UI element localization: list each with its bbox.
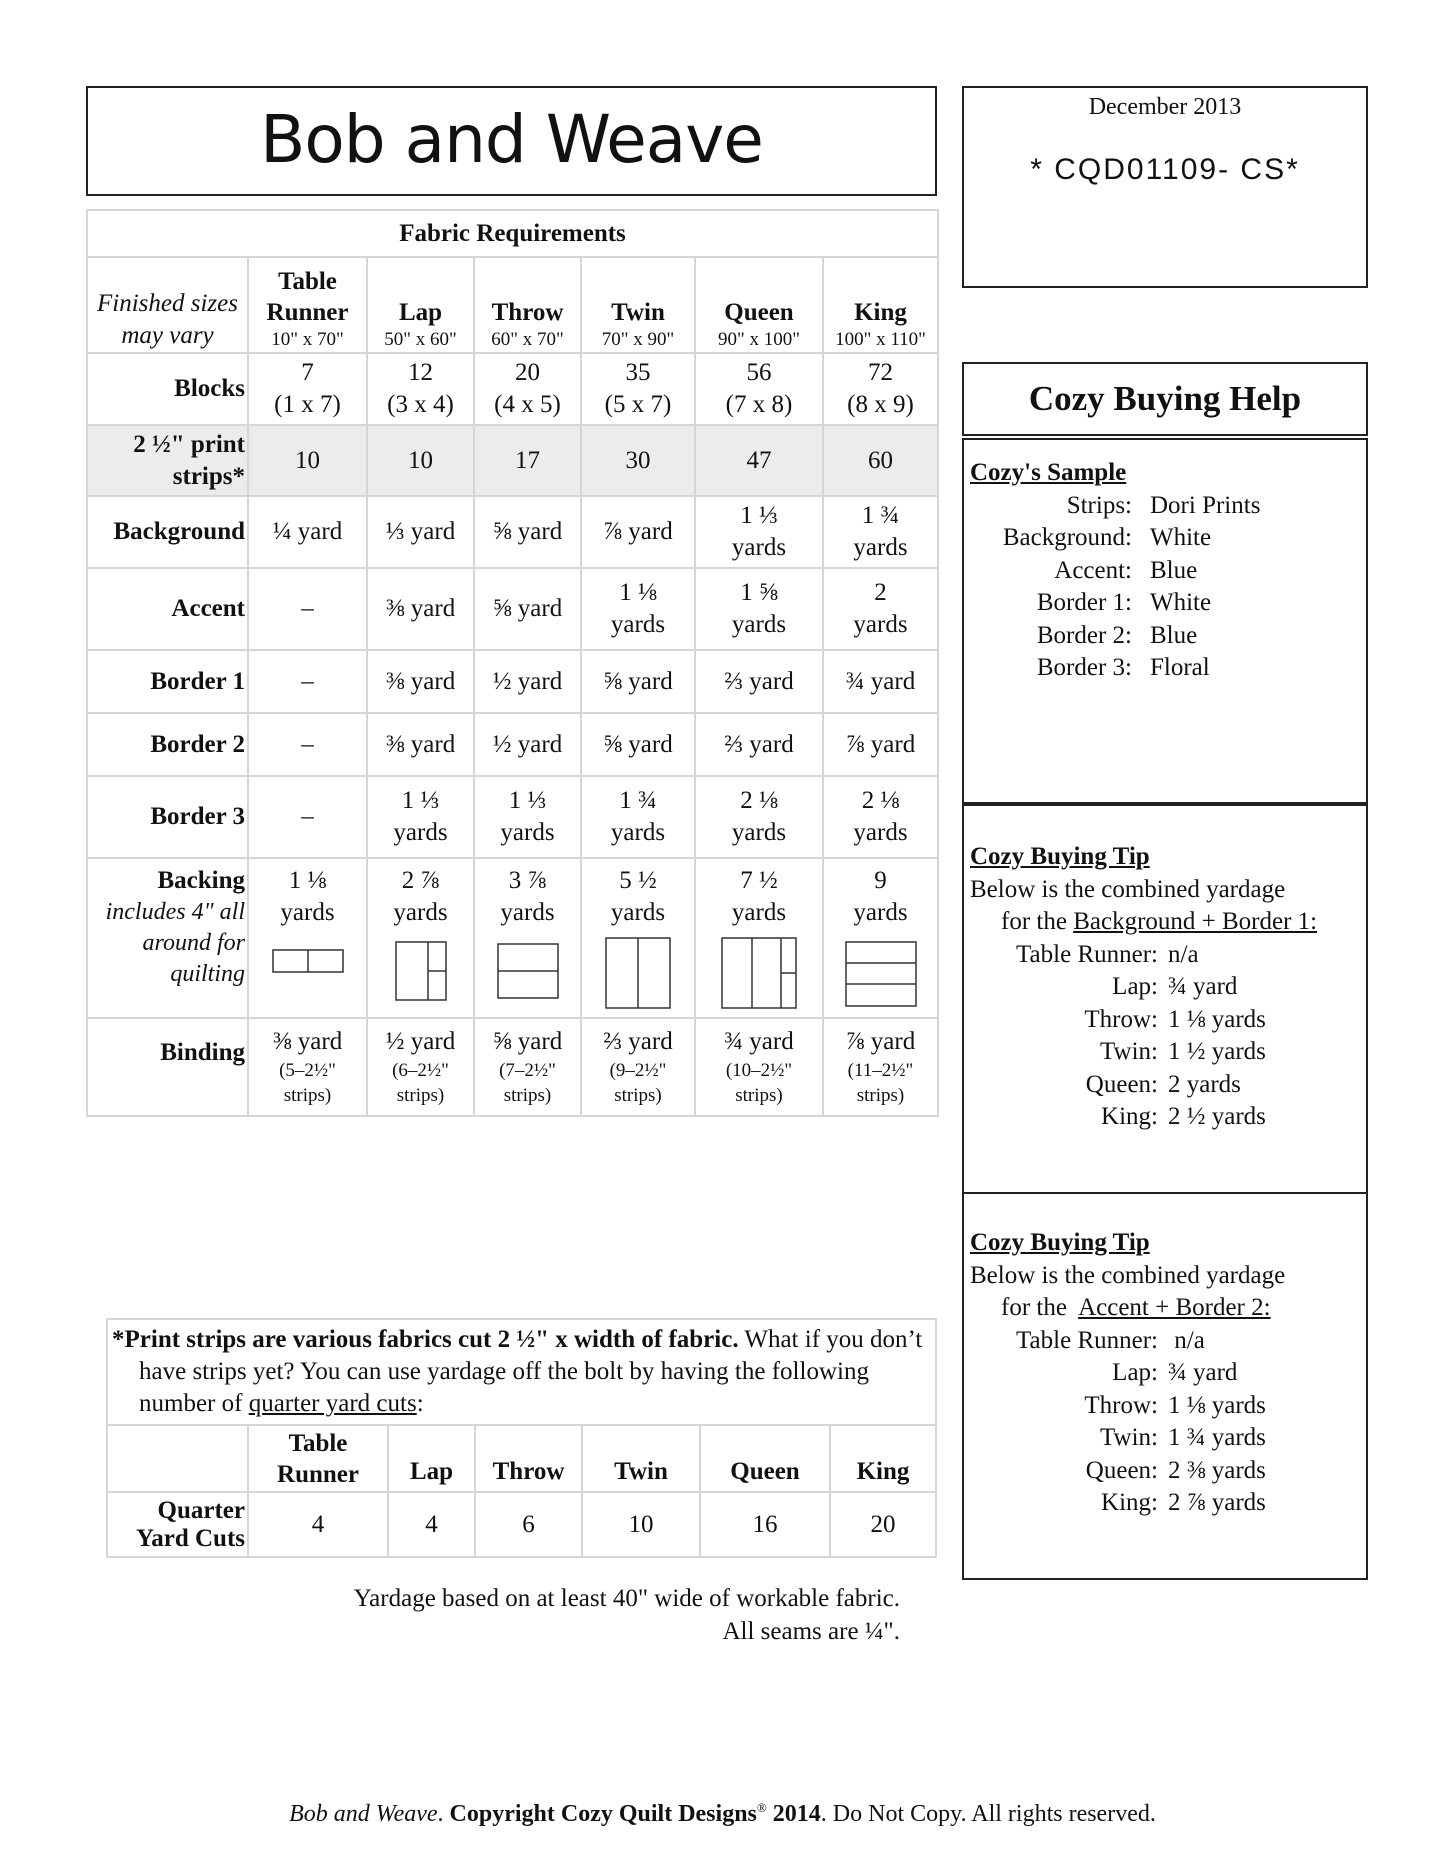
publication-date: December 2013: [1088, 94, 1242, 120]
table-cell: 16: [700, 1492, 830, 1556]
cell-line: (10–2½": [725, 1060, 793, 1081]
tip-key: King:: [1101, 1103, 1158, 1130]
table-cell: 47: [695, 425, 823, 496]
tip-value: 1 ⅛ yards: [1168, 1391, 1266, 1419]
table-cell: [367, 568, 474, 650]
copyright-sep: .: [437, 1801, 450, 1827]
table-cell: [474, 568, 581, 650]
cell-line: (9–2½": [609, 1060, 667, 1081]
tip-subject-line: [970, 906, 1362, 939]
table-cell: ⅝ yard: [581, 650, 695, 713]
sample-value: White: [1150, 524, 1212, 551]
row-label-line: 2 ½" print: [133, 430, 245, 458]
cell-line: (7 x 8): [725, 391, 793, 418]
pattern-title-box: [86, 86, 937, 196]
sample-key: Border 3:: [1036, 654, 1132, 681]
qyc-column-header: Lap: [388, 1425, 475, 1492]
cell-line: –: [301, 803, 314, 830]
tip-value: n/a: [1168, 1326, 1205, 1354]
cell-line: ⅞ yard: [603, 518, 673, 545]
cell-line: 1 ¾: [861, 502, 900, 529]
column-name: Runner: [266, 299, 349, 326]
tip-item: [970, 1357, 1362, 1390]
cell-line: yards: [731, 899, 787, 926]
table-cell: [474, 776, 581, 858]
table-row-blocks: [87, 353, 938, 425]
tip-key: Queen:: [1085, 1070, 1158, 1098]
cell-line: ⅜ yard: [385, 595, 456, 622]
table-cell: [695, 858, 823, 1018]
qyc-values-row: [108, 1492, 935, 1556]
cell-line: 1 ⅝: [740, 579, 778, 606]
table-cell: [367, 496, 474, 568]
sample-value: Blue: [1150, 621, 1198, 649]
table-cell: [248, 568, 367, 650]
table-cell: ¾ yard: [823, 650, 938, 713]
row-label: Blocks: [87, 353, 248, 425]
column-name: Runner: [277, 1460, 359, 1488]
table-cell: ½ yard: [474, 713, 581, 776]
cell-line: yards: [853, 534, 908, 561]
table-row-border-1: [87, 650, 938, 713]
cell-line: yards: [853, 899, 908, 926]
row-label: [87, 425, 248, 496]
tip-intro: Below is the combined yardage: [970, 875, 1286, 903]
sample-value: White: [1150, 589, 1212, 616]
tip-item: [970, 1036, 1362, 1069]
column-header-lap: [367, 257, 474, 353]
pattern-title: Bob and Weave: [260, 100, 763, 178]
table-row-border-3: [87, 776, 938, 858]
column-name: Table: [288, 1429, 348, 1457]
row-label-line: Yard Cuts: [135, 1524, 245, 1552]
row-label: [108, 1492, 248, 1556]
tip-key: Throw:: [1084, 1005, 1158, 1033]
table-cell: [695, 1018, 823, 1116]
backing-diagram-icon: [395, 941, 447, 1001]
cell-line: yards: [731, 534, 787, 561]
row-label-line: Backing: [157, 867, 245, 894]
note-underlined: quarter yard cuts: [248, 1390, 417, 1417]
cell-line: ½ yard: [385, 1028, 456, 1055]
column-size: 70" x 90": [601, 329, 675, 350]
table-cell: [474, 858, 581, 1018]
tip-item: [970, 971, 1362, 1004]
cell-line: 72: [868, 359, 893, 386]
cell-line: ¾ yard: [724, 1028, 794, 1055]
cell-line: ⅜ yard: [272, 1028, 343, 1055]
tip-key: Throw:: [1084, 1391, 1158, 1419]
sample-key: Border 2:: [1036, 621, 1132, 649]
table-cell: [823, 776, 938, 858]
print-strips-note-box: [106, 1318, 937, 1558]
backing-diagram-icon: [721, 937, 797, 1009]
table-cell: [581, 1018, 695, 1116]
cell-line: strips): [614, 1085, 662, 1106]
row-label: Accent: [87, 568, 248, 650]
cozy-buying-help-heading: Cozy Buying Help: [962, 362, 1368, 436]
product-code: * CQD01109- CS*: [1030, 153, 1300, 186]
table-cell: 17: [474, 425, 581, 496]
copyright-title: Bob and Weave: [289, 1801, 438, 1827]
size-note-line: may vary: [121, 322, 214, 349]
tip-value: n/a: [1168, 940, 1199, 968]
tip-item: [970, 939, 1362, 972]
sample-key: Accent:: [1054, 556, 1132, 584]
table-cell: 30: [581, 425, 695, 496]
cell-line: ⅓ yard: [385, 518, 456, 545]
tip-key: Twin:: [1100, 1038, 1158, 1065]
sample-value: Blue: [1150, 556, 1198, 584]
tip-for-the: for the: [1001, 1294, 1079, 1321]
table-cell: [823, 858, 938, 1018]
table-cell: ⅝ yard: [581, 713, 695, 776]
cell-line: 20: [515, 359, 540, 386]
size-header-row: [87, 257, 938, 353]
cell-line: strips): [283, 1085, 332, 1106]
sample-item: [970, 490, 1362, 523]
table-row-background: [87, 496, 938, 568]
table-cell: [581, 858, 695, 1018]
cell-line: yards: [610, 819, 666, 846]
sample-item: [970, 555, 1362, 588]
table-cell: [248, 776, 367, 858]
cell-line: (4 x 5): [494, 391, 561, 418]
cell-line: –: [301, 595, 314, 622]
tip-key: King:: [1101, 1489, 1158, 1516]
cell-line: 9: [874, 867, 887, 894]
cell-line: strips): [735, 1085, 783, 1106]
tip-value: 2 ⅜ yards: [1168, 1456, 1266, 1484]
buying-tip-accent-border2: [962, 1192, 1368, 1580]
cell-line: yards: [500, 899, 555, 926]
cell-line: ⅝ yard: [492, 518, 563, 545]
cell-line: yards: [731, 819, 787, 846]
table-cell: [581, 568, 695, 650]
cell-line: ¼ yard: [272, 518, 343, 545]
sample-item: [970, 587, 1362, 620]
cell-line: 56: [746, 359, 772, 386]
tip-key: Queen:: [1085, 1456, 1158, 1484]
tip-item: [970, 1101, 1362, 1134]
column-size: 60" x 70": [491, 329, 564, 350]
tip-subject-line: [970, 1292, 1362, 1325]
empty-cell: [108, 1425, 248, 1492]
tip-item: [970, 1455, 1362, 1488]
footnote-line: Yardage based on at least 40" wide of workable fabric.: [353, 1585, 900, 1612]
sample-title: Cozy's Sample: [970, 459, 1127, 486]
cell-line: ⅞ yard: [845, 1028, 916, 1055]
tip-subject: Background + Border 1:: [1073, 908, 1318, 935]
cell-line: 35: [625, 359, 651, 386]
table-cell: –: [248, 713, 367, 776]
table-cell: 10: [367, 425, 474, 496]
cell-line: yards: [393, 899, 448, 926]
cell-line: (8 x 9): [847, 391, 914, 418]
column-header-table-runner: [248, 257, 367, 353]
size-note-line: Finished sizes: [97, 290, 238, 317]
row-label: [87, 858, 248, 1018]
table-cell: ⅜ yard: [367, 713, 474, 776]
yardage-footnote: [250, 1582, 900, 1648]
backing-note: includes 4" all: [105, 899, 245, 925]
table-title: Fabric Requirements: [87, 210, 938, 257]
table-cell: [248, 858, 367, 1018]
cell-line: (7–2½": [499, 1060, 556, 1081]
backing-diagram-icon: [605, 937, 671, 1009]
table-row-backing: [87, 858, 938, 1018]
cell-line: 1 ⅛: [619, 579, 657, 606]
table-cell: [474, 353, 581, 425]
cell-line: (3 x 4): [387, 391, 454, 418]
backing-diagram-icon: [272, 949, 344, 973]
cell-line: ⅝ yard: [492, 595, 563, 622]
cell-line: 7: [301, 359, 314, 386]
qyc-column-header: Throw: [475, 1425, 582, 1492]
column-name: Queen: [724, 299, 794, 326]
tip-key: Table Runner:: [1016, 940, 1158, 968]
tip-intro: Below is the combined yardage: [970, 1261, 1286, 1289]
tip-title: Cozy Buying Tip: [970, 1229, 1150, 1256]
row-label-line: strips*: [172, 462, 245, 490]
tip-value: 2 ⅞ yards: [1168, 1489, 1266, 1516]
tip-key: Twin:: [1100, 1424, 1158, 1451]
cell-line: (5–2½": [279, 1060, 336, 1081]
copyright-rest: . Do Not Copy. All rights reserved.: [820, 1801, 1156, 1827]
tip-item: [970, 1422, 1362, 1455]
quarter-yard-cuts-table: [108, 1424, 935, 1556]
cell-line: yards: [500, 819, 555, 846]
sample-key: Background:: [1002, 524, 1132, 551]
column-name: Twin: [611, 299, 665, 326]
table-cell: [248, 1018, 367, 1116]
cell-line: 2 ⅛: [861, 787, 900, 814]
qyc-column-header: Queen: [700, 1425, 830, 1492]
cell-line: 2 ⅛: [740, 787, 778, 814]
tip-item: [970, 1004, 1362, 1037]
sample-item: [970, 620, 1362, 653]
tip-value: ¾ yard: [1168, 973, 1238, 1000]
fabric-requirements-table: [86, 209, 939, 1117]
table-row-accent: [87, 568, 938, 650]
table-cell: [581, 353, 695, 425]
table-cell: [248, 353, 367, 425]
backing-note: quilting: [170, 961, 245, 987]
tip-value: 1 ¾ yards: [1168, 1424, 1266, 1451]
cell-line: (1 x 7): [274, 391, 341, 418]
sample-item: [970, 652, 1362, 685]
cozy-sample-panel: [962, 438, 1368, 804]
sample-item: [970, 522, 1362, 555]
table-cell: –: [248, 650, 367, 713]
table-cell: [248, 496, 367, 568]
cell-line: ⅝ yard: [492, 1028, 563, 1055]
table-cell: ⅔ yard: [695, 650, 823, 713]
note-end: :: [416, 1390, 424, 1417]
column-name: Table: [278, 268, 337, 295]
tip-key: Lap:: [1112, 1359, 1158, 1386]
cell-line: 3 ⅞: [508, 867, 547, 894]
row-label: Border 3: [87, 776, 248, 858]
table-cell: 4: [248, 1492, 388, 1556]
backing-diagram-icon: [845, 941, 917, 1007]
cell-line: 1 ⅓: [740, 502, 778, 529]
table-row-print-strips: [87, 425, 938, 496]
qyc-column-header: [248, 1425, 388, 1492]
table-cell: 20: [830, 1492, 935, 1556]
cell-line: 2 ⅞: [401, 867, 440, 894]
cell-line: yards: [393, 819, 448, 846]
column-size: 90" x 100": [717, 329, 800, 350]
note-text: What if you don’t have strips yet? You can use yardage off the bolt by having the following number of: [139, 1326, 923, 1417]
backing-diagram-icon: [497, 943, 559, 999]
cell-line: 1 ⅛: [288, 867, 327, 894]
cell-line: 1 ¾: [619, 787, 657, 814]
copyright-year: 2014: [766, 1801, 821, 1827]
table-cell: [367, 1018, 474, 1116]
qyc-column-header: Twin: [582, 1425, 700, 1492]
tip-item: [970, 1325, 1362, 1358]
table-cell: [367, 353, 474, 425]
table-cell: ⅜ yard: [367, 650, 474, 713]
cell-line: 1 ⅓: [401, 787, 440, 814]
column-header-throw: [474, 257, 581, 353]
tip-for-the: for the: [1001, 908, 1074, 935]
row-label: Border 2: [87, 713, 248, 776]
table-cell: 10: [582, 1492, 700, 1556]
cell-line: strips): [856, 1085, 905, 1106]
cell-line: strips): [396, 1085, 445, 1106]
footnote-line: All seams are ¼".: [722, 1618, 900, 1645]
column-header-twin: [581, 257, 695, 353]
table-cell: [695, 353, 823, 425]
table-cell: [367, 858, 474, 1018]
tip-key: Lap:: [1112, 973, 1158, 1000]
table-cell: [695, 496, 823, 568]
cell-line: yards: [853, 611, 908, 638]
tip-title: Cozy Buying Tip: [970, 843, 1150, 870]
sample-key: Border 1:: [1036, 589, 1132, 616]
table-cell: 60: [823, 425, 938, 496]
table-cell: [823, 1018, 938, 1116]
column-header-king: [823, 257, 938, 353]
table-cell: [581, 776, 695, 858]
cell-line: (11–2½": [847, 1060, 914, 1081]
column-size: 10" x 70": [271, 329, 344, 350]
cell-line: 7 ½: [740, 867, 778, 894]
sample-value: Dori Prints: [1150, 491, 1261, 519]
tip-value: 1 ½ yards: [1168, 1038, 1266, 1065]
tip-value: 2 yards: [1168, 1070, 1241, 1098]
cell-line: ⅔ yard: [603, 1028, 673, 1055]
cell-line: (5 x 7): [604, 391, 672, 418]
cell-line: 2: [874, 579, 887, 606]
row-label: Border 1: [87, 650, 248, 713]
table-cell: 6: [475, 1492, 582, 1556]
cell-line: (6–2½": [392, 1060, 449, 1081]
table-cell: [695, 776, 823, 858]
sample-value: Floral: [1150, 654, 1210, 681]
date-code-box: [962, 86, 1368, 288]
cell-line: 5 ½: [619, 867, 657, 894]
column-name: King: [854, 299, 907, 326]
note-bold: *Print strips are various fabrics cut 2 ½" x width of fabric.: [112, 1326, 739, 1353]
table-cell: [695, 568, 823, 650]
qyc-column-header: King: [830, 1425, 935, 1492]
column-size: 50" x 60": [384, 329, 457, 350]
table-cell: [581, 496, 695, 568]
sample-key: Strips:: [1066, 491, 1132, 519]
cell-line: 12: [408, 359, 433, 386]
tip-value: 2 ½ yards: [1168, 1103, 1266, 1130]
print-strips-note: [108, 1320, 935, 1424]
table-row-border-2: [87, 713, 938, 776]
tip-item: [970, 1390, 1362, 1423]
tip-key: Table Runner:: [1016, 1326, 1158, 1354]
cell-line: 1 ⅓: [508, 787, 547, 814]
cell-line: yards: [280, 899, 335, 926]
qyc-header-row: [108, 1425, 935, 1492]
tip-item: [970, 1487, 1362, 1520]
backing-note: around for: [142, 930, 245, 956]
table-cell: [823, 568, 938, 650]
copyright-holder: Copyright Cozy Quilt Designs: [449, 1801, 757, 1827]
table-cell: [823, 353, 938, 425]
tip-item: [970, 1069, 1362, 1102]
column-name: Throw: [491, 299, 564, 326]
cell-line: yards: [731, 611, 787, 638]
column-name: Lap: [398, 299, 443, 326]
buying-tip-background-border1: [962, 804, 1368, 1194]
tip-subject: Accent + Border 2:: [1078, 1294, 1271, 1321]
table-cell: 10: [248, 425, 367, 496]
cell-line: yards: [610, 899, 666, 926]
registered-mark: ®: [756, 1800, 767, 1815]
size-note: [87, 257, 248, 353]
table-cell: ⅞ yard: [823, 713, 938, 776]
table-cell: ⅔ yard: [695, 713, 823, 776]
cell-line: yards: [610, 611, 666, 638]
table-cell: ½ yard: [474, 650, 581, 713]
table-cell: [474, 496, 581, 568]
table-cell: [474, 1018, 581, 1116]
tip-value: 1 ⅛ yards: [1168, 1005, 1266, 1033]
table-row-binding: [87, 1018, 938, 1116]
cell-line: strips): [503, 1085, 552, 1106]
row-label: Binding: [87, 1018, 248, 1116]
row-label: Background: [87, 496, 248, 568]
table-cell: 4: [388, 1492, 475, 1556]
cell-line: yards: [853, 819, 908, 846]
column-header-queen: [695, 257, 823, 353]
table-cell: [823, 496, 938, 568]
row-label-line: Quarter: [157, 1496, 245, 1524]
column-size: 100" x 110": [835, 329, 926, 350]
copyright-line: [0, 1800, 1445, 1828]
tip-value: ¾ yard: [1168, 1359, 1238, 1386]
table-cell: [367, 776, 474, 858]
